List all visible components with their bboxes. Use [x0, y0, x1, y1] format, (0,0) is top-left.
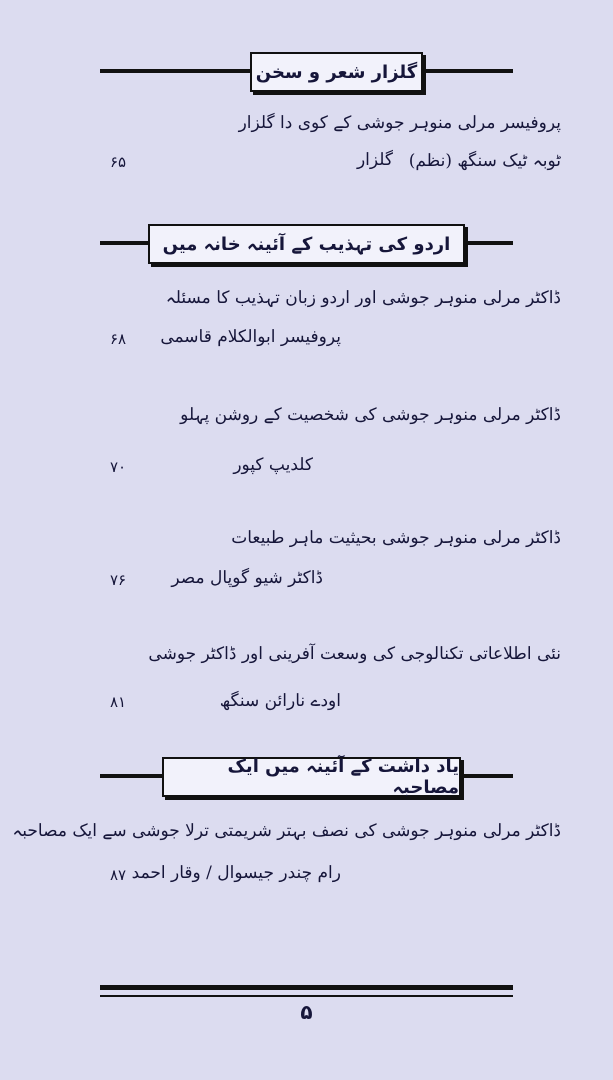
entry-author: کلدیپ کپور: [233, 455, 313, 475]
entry-page-number: ۶۵: [110, 153, 127, 171]
section-heading-2: [100, 224, 513, 264]
section-heading-3: [100, 757, 513, 797]
entry-page-number: ۷۰: [110, 458, 127, 476]
entry-title: ڈاکٹر مرلی منوہر جوشی کی نصف بہتر شریمتی ترلا جوشی سے ایک مصاحبہ: [12, 821, 561, 841]
section-heading-label: اردو کی تہذیب کے آئینہ خانہ میں: [162, 233, 451, 255]
section-heading-label: گلزار شعر و سخن: [255, 61, 418, 83]
entry-author: اودے نارائن سنگھ: [219, 691, 341, 711]
section-heading-box: [162, 757, 461, 797]
section-heading-1: [100, 52, 513, 92]
entry-page-number: ۷۶: [110, 571, 127, 589]
section-heading-box: [250, 52, 423, 92]
entry-subtitle: ٹوبہ ٹیک سنگھ (نظم): [408, 151, 561, 171]
entry-title: ڈاکٹر مرلی منوہر جوشی بحیثیت ماہر طبیعات: [231, 528, 561, 548]
entry-page-number: ۸۱: [110, 693, 127, 711]
entry-page-number: ۸۷: [110, 866, 127, 884]
entry-title: نئی اطلاعاتی تکنالوجی کی وسعت آفرینی اور ڈاکٹر جوشی: [148, 644, 561, 664]
entry-title: ڈاکٹر مرلی منوہر جوشی کی شخصیت کے روشن پہلو: [180, 405, 561, 425]
page-number: ۵: [300, 1000, 313, 1024]
section-heading-label: یاد داشت کے آئینہ میں ایک مصاحبہ: [227, 756, 459, 798]
entry-author: پروفیسر ابوالکلام قاسمی: [160, 327, 341, 347]
entry-author: گلزار: [356, 150, 393, 170]
footer-rule-bottom: [100, 995, 513, 997]
entry-author: رام چندر جیسوال / وقار احمد: [131, 863, 341, 883]
entry-page-number: ۶۸: [110, 330, 127, 348]
section-heading-box: [148, 224, 465, 264]
footer-rule-top: [100, 985, 513, 990]
entry-title: ڈاکٹر مرلی منوہر جوشی اور اردو زبان تہذیب کا مسئلہ: [165, 288, 561, 308]
entry-author: ڈاکٹر شیو گوپال مصر: [171, 568, 323, 588]
entry-title: پروفیسر مرلی منوہر جوشی کے کوی دا گلزار: [238, 113, 561, 133]
